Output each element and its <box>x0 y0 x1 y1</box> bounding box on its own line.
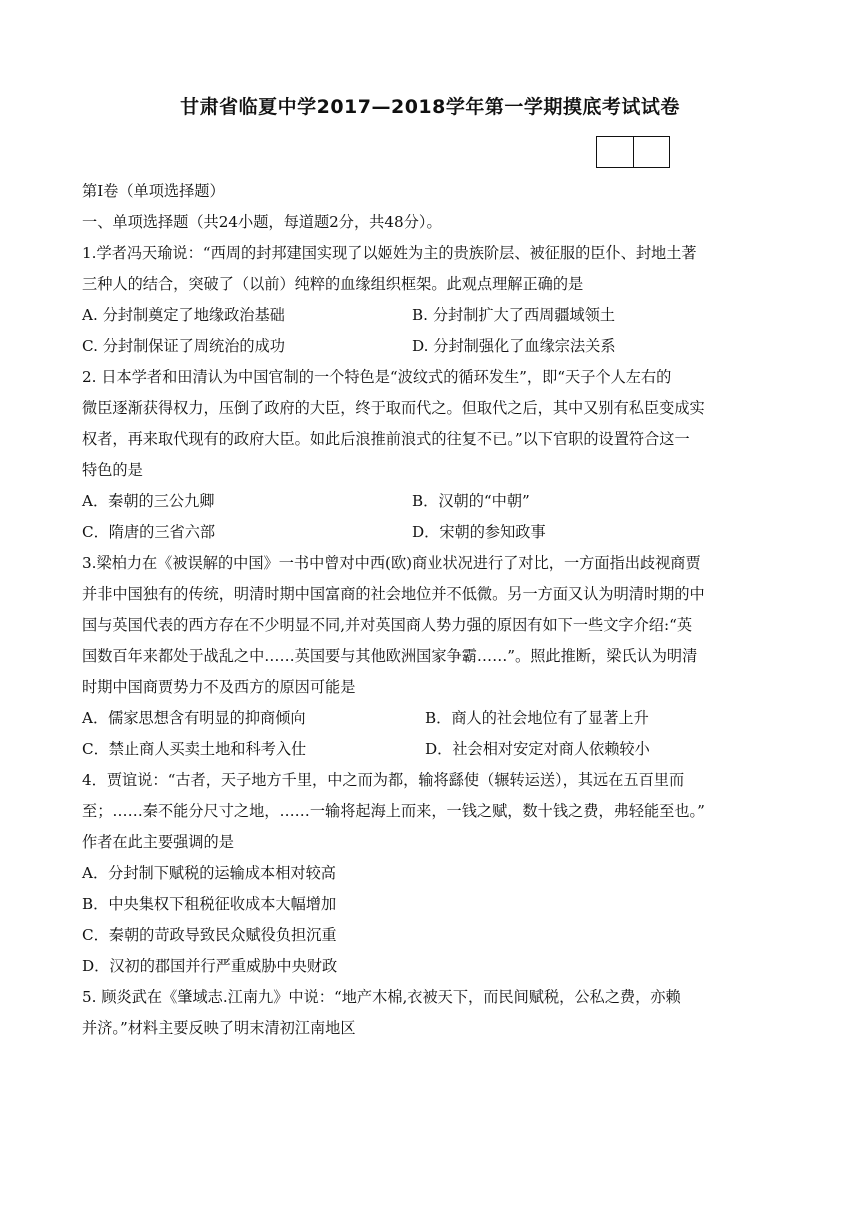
score-cell-right <box>633 137 670 167</box>
question-text: 5. 顾炎武在《肇域志.江南九》中说：“地产木棉,衣被天下，而民间赋税，公私之费，亦赖 <box>82 988 681 1006</box>
question-text: 作者在此主要强调的是 <box>82 833 234 851</box>
question-5 <box>82 982 788 1044</box>
question-text: 4．贾谊说：“古者，天子地方千里，中之而为都，输将繇使（辗转运送），其远在五百里而 <box>82 771 685 789</box>
option-d: D．社会相对安定对商人依赖较小 <box>425 740 650 758</box>
question-4 <box>82 765 788 982</box>
option-d: D．宋朝的参知政事 <box>412 523 546 541</box>
option-c: C．禁止商人买卖土地和科考入仕 <box>82 740 307 758</box>
question-text: 1.学者冯天瑜说：“西周的封邦建国实现了以姬姓为主的贵族阶层、被征服的臣仆、封地土著 <box>82 244 697 262</box>
option-b: B. 分封制扩大了西周疆域领土 <box>412 306 616 324</box>
question-text: 微臣逐渐获得权力，压倒了政府的大臣，终于取而代之。但取代之后，其中又别有私臣变成实 <box>82 399 705 417</box>
option-d: D. 分封制强化了血缘宗法关系 <box>412 337 616 355</box>
option-b: B．商人的社会地位有了显著上升 <box>425 709 649 727</box>
section-heading: 第Ⅰ卷（单项选择题） <box>82 182 225 200</box>
option-a: A．儒家思想含有明显的抑商倾向 <box>82 709 306 727</box>
question-text: 并济。”材料主要反映了明末清初江南地区 <box>82 1019 356 1037</box>
option-b: B．中央集权下租税征收成本大幅增加 <box>82 895 337 913</box>
exam-body <box>82 176 788 1044</box>
question-text: 并非中国独有的传统，明清时期中国富商的社会地位并不低微。另一方面又认为明清时期的中 <box>82 585 705 603</box>
question-text: 权者，再来取代现有的政府大臣。如此后浪推前浪式的往复不已。”以下官职的设置符合这一 <box>82 430 690 448</box>
question-3 <box>82 548 788 765</box>
option-c: C. 分封制保证了周统治的成功 <box>82 337 285 355</box>
section-instructions: 一、单项选择题（共24小题，每道题2分，共48分）。 <box>82 213 442 231</box>
option-row <box>82 703 788 734</box>
question-text: 三种人的结合，突破了（以前）纯粹的血缘组织框架。此观点理解正确的是 <box>82 275 584 293</box>
question-text: 时期中国商贾势力不及西方的原因可能是 <box>82 678 356 696</box>
option-a: A. 分封制奠定了地缘政治基础 <box>82 306 285 324</box>
question-text: 国与英国代表的西方存在不少明显不同,并对英国商人势力强的原因有如下一些文字介绍:“英 <box>82 616 693 634</box>
option-row <box>82 734 788 765</box>
question-text: 3.梁柏力在《被误解的中国》一书中曾对中西(欧)商业状况进行了对比，一方面指出歧视商贾 <box>82 554 701 572</box>
option-row <box>82 331 788 362</box>
option-a: A．分封制下赋税的运输成本相对较高 <box>82 864 336 882</box>
question-text: 特色的是 <box>82 461 143 479</box>
question-text: 2. 日本学者和田清认为中国官制的一个特色是“波纹式的循环发生”，即“天子个人左右的 <box>82 368 672 386</box>
option-row <box>82 300 788 331</box>
question-1 <box>82 238 788 362</box>
option-d: D．汉初的郡国并行严重威胁中央财政 <box>82 957 338 975</box>
option-a: A．秦朝的三公九卿 <box>82 492 215 510</box>
option-row <box>82 517 788 548</box>
score-cell-left <box>597 137 633 167</box>
score-box <box>596 136 670 168</box>
question-text: 国数百年来都处于战乱之中……英国要与其他欧洲国家争霸……”。照此推断，梁氏认为明清 <box>82 647 698 665</box>
option-c: C．秦朝的苛政导致民众赋役负担沉重 <box>82 926 337 944</box>
option-row <box>82 486 788 517</box>
question-text: 至；……秦不能分尺寸之地，……一输将起海上而来，一钱之赋，数十钱之费，弗轻能至也。” <box>82 802 705 820</box>
option-c: C．隋唐的三省六部 <box>82 523 216 541</box>
exam-title: 甘肃省临夏中学2017—2018学年第一学期摸底考试试卷 <box>180 96 680 118</box>
question-2 <box>82 362 788 548</box>
option-b: B．汉朝的“中朝” <box>412 492 530 510</box>
